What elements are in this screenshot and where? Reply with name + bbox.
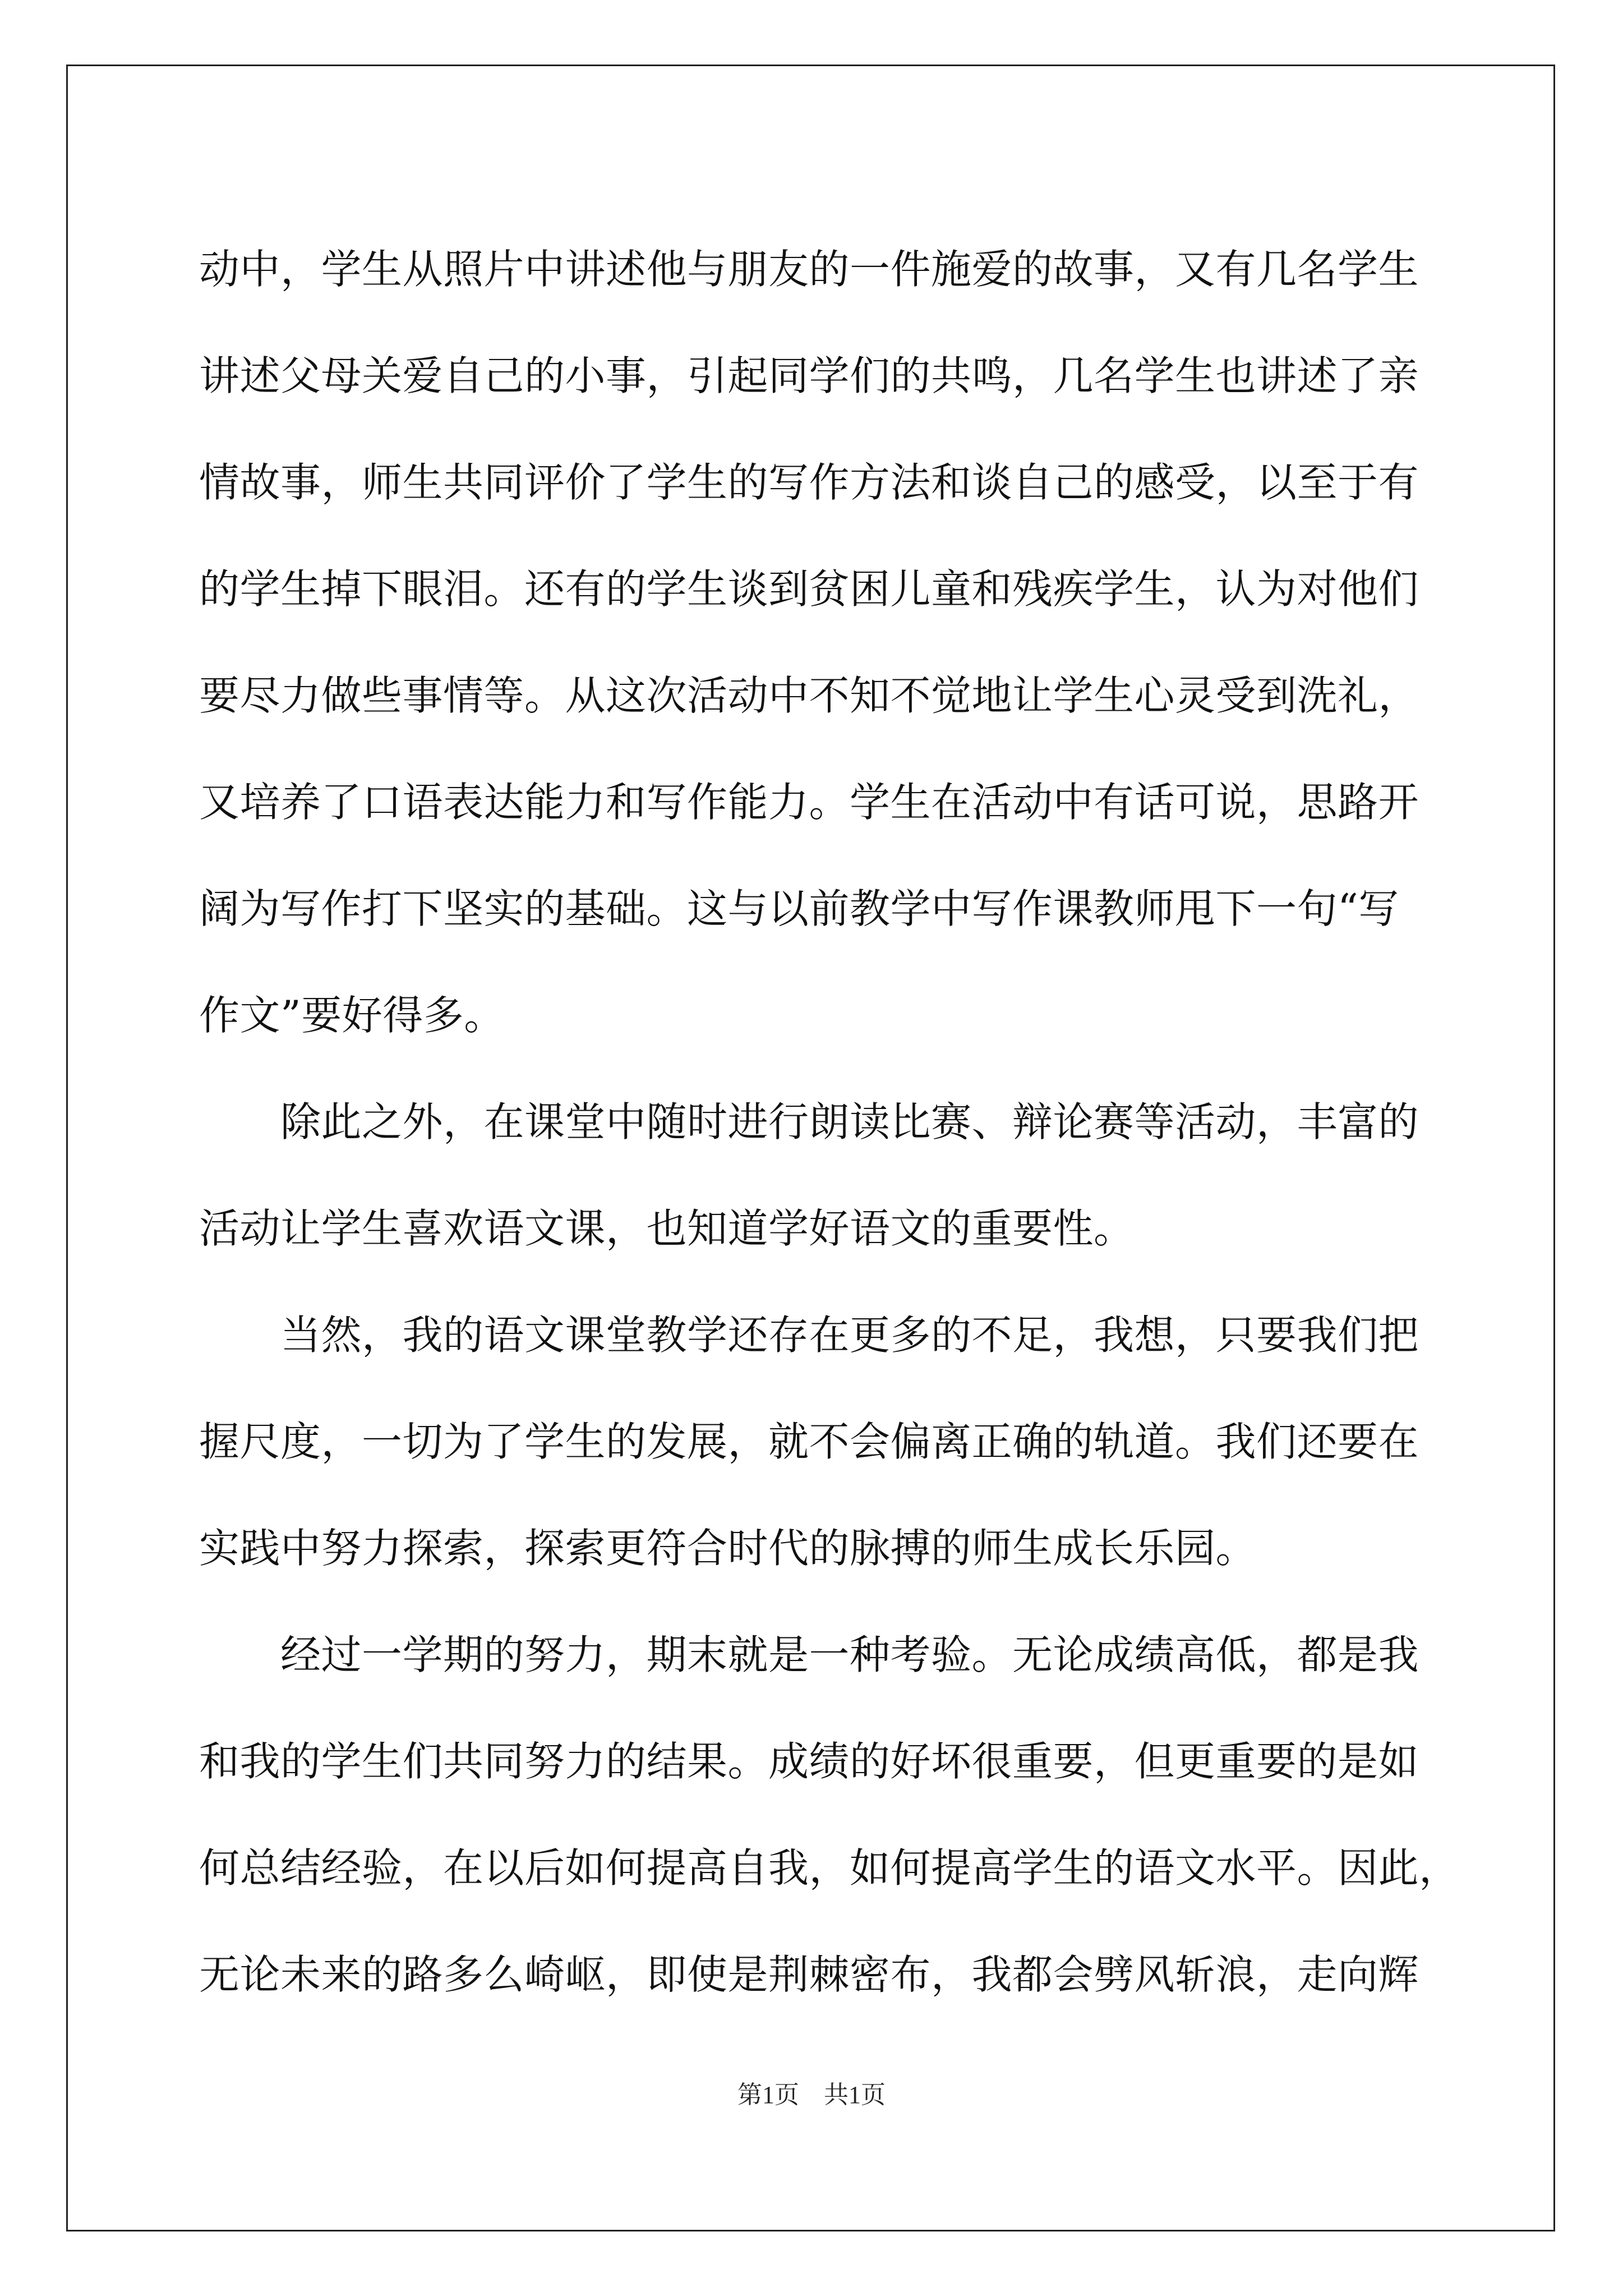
text-line-2: 讲述父母关爱自己的小事，引起同学们的共鸣，几名学生也讲述了亲: [199, 352, 1419, 399]
text-line-13: 实践中努力探索，探索更符合时代的脉搏的师生成长乐园。: [199, 1525, 1257, 1572]
text-line-14: 经过一学期的努力，期末就是一种考验。无论成绩高低，都是我: [199, 1631, 1419, 1678]
text-line-17: 无论未来的路多么崎岖，即使是荆棘密布，我都会劈风斩浪，走向辉: [199, 1951, 1419, 1998]
text-line-4: 的学生掉下眼泪。还有的学生谈到贫困儿童和残疾学生，认为对他们: [199, 565, 1419, 613]
text-line-6: 又培养了口语表达能力和写作能力。学生在活动中有话可说，思路开: [199, 779, 1419, 826]
text-line-9: 除此之外，在课堂中随时进行朗读比赛、辩论赛等活动，丰富的: [199, 1098, 1419, 1145]
text-line-3: 情故事，师生共同评价了学生的写作方法和谈自己的感受，以至于有: [199, 459, 1419, 506]
page-footer: [0, 2078, 1623, 2112]
text-line-12: 握尺度，一切为了学生的发展，就不会偏离正确的轨道。我们还要在: [199, 1418, 1419, 1465]
text-line-11: 当然，我的语文课堂教学还存在更多的不足，我想，只要我们把: [199, 1312, 1419, 1359]
text-line-5: 要尽力做些事情等。从这次活动中不知不觉地让学生心灵受到洗礼，: [199, 672, 1419, 719]
page-total: 共1页: [824, 2081, 886, 2109]
text-line-8: 作文”要好得多。: [199, 992, 505, 1039]
text-line-10: 活动让学生喜欢语文课，也知道学好语文的重要性。: [199, 1205, 1135, 1252]
text-line-7: 阔为写作打下坚实的基础。这与以前教学中写作课教师甩下一句“写: [199, 885, 1399, 932]
page-number: 第1页: [737, 2081, 799, 2109]
text-line-15: 和我的学生们共同努力的结果。成绩的好坏很重要，但更重要的是如: [199, 1738, 1419, 1785]
text-line-16: 何总结经验，在以后如何提高自我，如何提高学生的语文水平。因此，: [199, 1844, 1460, 1892]
document-body: [199, 216, 1460, 2028]
text-line-1: 动中，学生从照片中讲述他与朋友的一件施爱的故事，又有几名学生: [199, 246, 1419, 293]
